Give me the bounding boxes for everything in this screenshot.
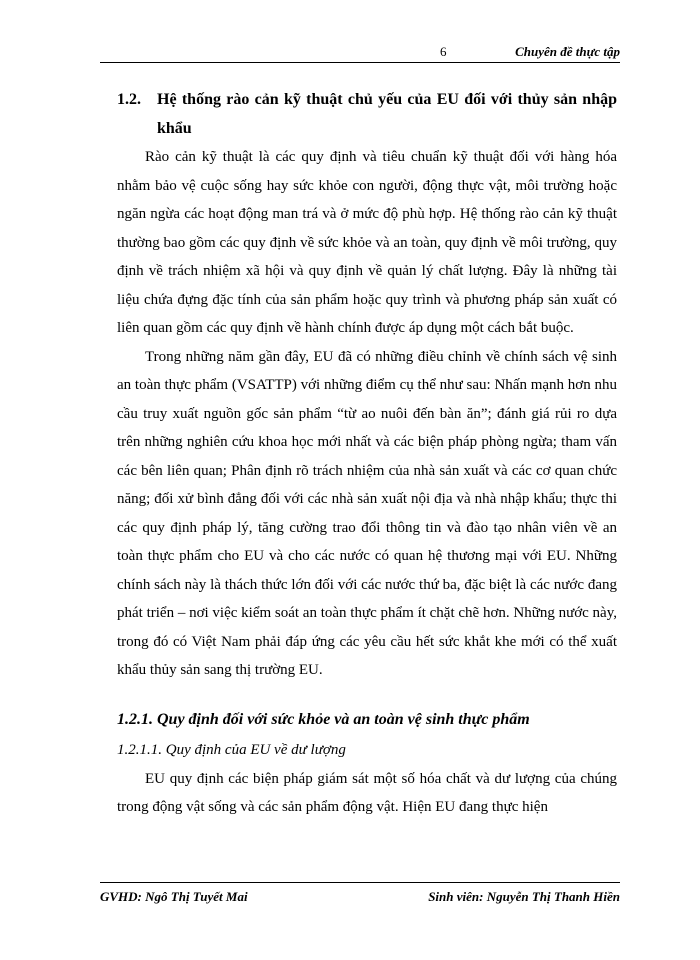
paragraph-technical-barriers: Rào cản kỹ thuật là các quy định và tiêu chuẩn kỹ thuật đối với hàng hóa nhằm bảo vệ cuộc sống hay sức khỏe con người, động thực vật, môi trường hoặc ngăn ngừa các hoạt động man trá và ở mức độ phù hợp. Hệ thống rào cản kỹ thuật thường bao gồm các quy định về sức khỏe và an toàn, quy định về môi trường, quy định về trách nhiệm xã hội và quy định về quản lý chất lượng. Đây là những tài liệu chứa đựng đặc tính của sản phẩm hoặc quy trình và phương pháp sản xuất có liên quan gồm các quy định về hành chính được áp dụng một cách bắt buộc. xyxy=(117,149,617,336)
footer-student: Sinh viên: Nguyễn Thị Thanh Hiền xyxy=(428,889,620,904)
subsection-heading-1-2-1: 1.2.1. Quy định đối với sức khỏe và an toàn vệ sinh thực phẩm xyxy=(117,710,530,728)
page-header xyxy=(100,38,620,63)
document-title: Chuyên đề thực tập xyxy=(515,44,620,59)
page-footer xyxy=(100,882,620,904)
page-number: 6 xyxy=(440,44,447,59)
subsection-heading-1-2-1-1: 1.2.1.1. Quy định của EU về dư lượng xyxy=(117,741,346,758)
section-number: 1.2. xyxy=(117,91,141,108)
footer-supervisor: GVHD: Ngô Thị Tuyết Mai xyxy=(100,889,248,904)
paragraph-eu-residue: EU quy định các biện pháp giám sát một số hóa chất và dư lượng của chúng trong động vật sống và các sản phẩm động vật. Hiện EU đang thực hiện xyxy=(117,770,617,815)
paragraph-eu-policy: Trong những năm gần đây, EU đã có những điều chỉnh về chính sách vệ sinh an toàn thực phẩm (VSATTP) với những điểm cụ thể như sau: Nhấn mạnh hơn nhu cầu truy xuất nguồn gốc sản phẩm “từ ao nuôi đến bàn ăn”; đánh giá rủi ro dựa trên những nghiên cứu khoa học mới nhất và các biện pháp phòng ngừa; tham vấn các bên liên quan; Phân định rõ trách nhiệm của nhà sản xuất và các cơ quan chức năng; đối xử bình đẳng đối với các nhà sản xuất nội địa và nhà nhập khẩu; thực thi các quy định pháp lý, tăng cường trao đổi thông tin và đào tạo nhân viên về an toàn thực phẩm cho EU và cho các nước có quan hệ thương mại với EU. Những chính sách này là thách thức lớn đối với các nước thứ ba, đặc biệt là các nước đang phát triển – nơi việc kiểm soát an toàn thực phẩm ít chặt chẽ hơn. Những nước này, trong đó có Việt Nam phải đáp ứng các yêu cầu hết sức khắt khe mới có thể xuất khẩu thủy sản sang thị trường EU. xyxy=(117,348,617,678)
section-title: Hệ thống rào cản kỹ thuật chủ yếu của EU đối với thủy sản nhập khẩu xyxy=(157,91,617,137)
section-heading-1-2 xyxy=(117,86,617,143)
page-content xyxy=(117,86,617,822)
